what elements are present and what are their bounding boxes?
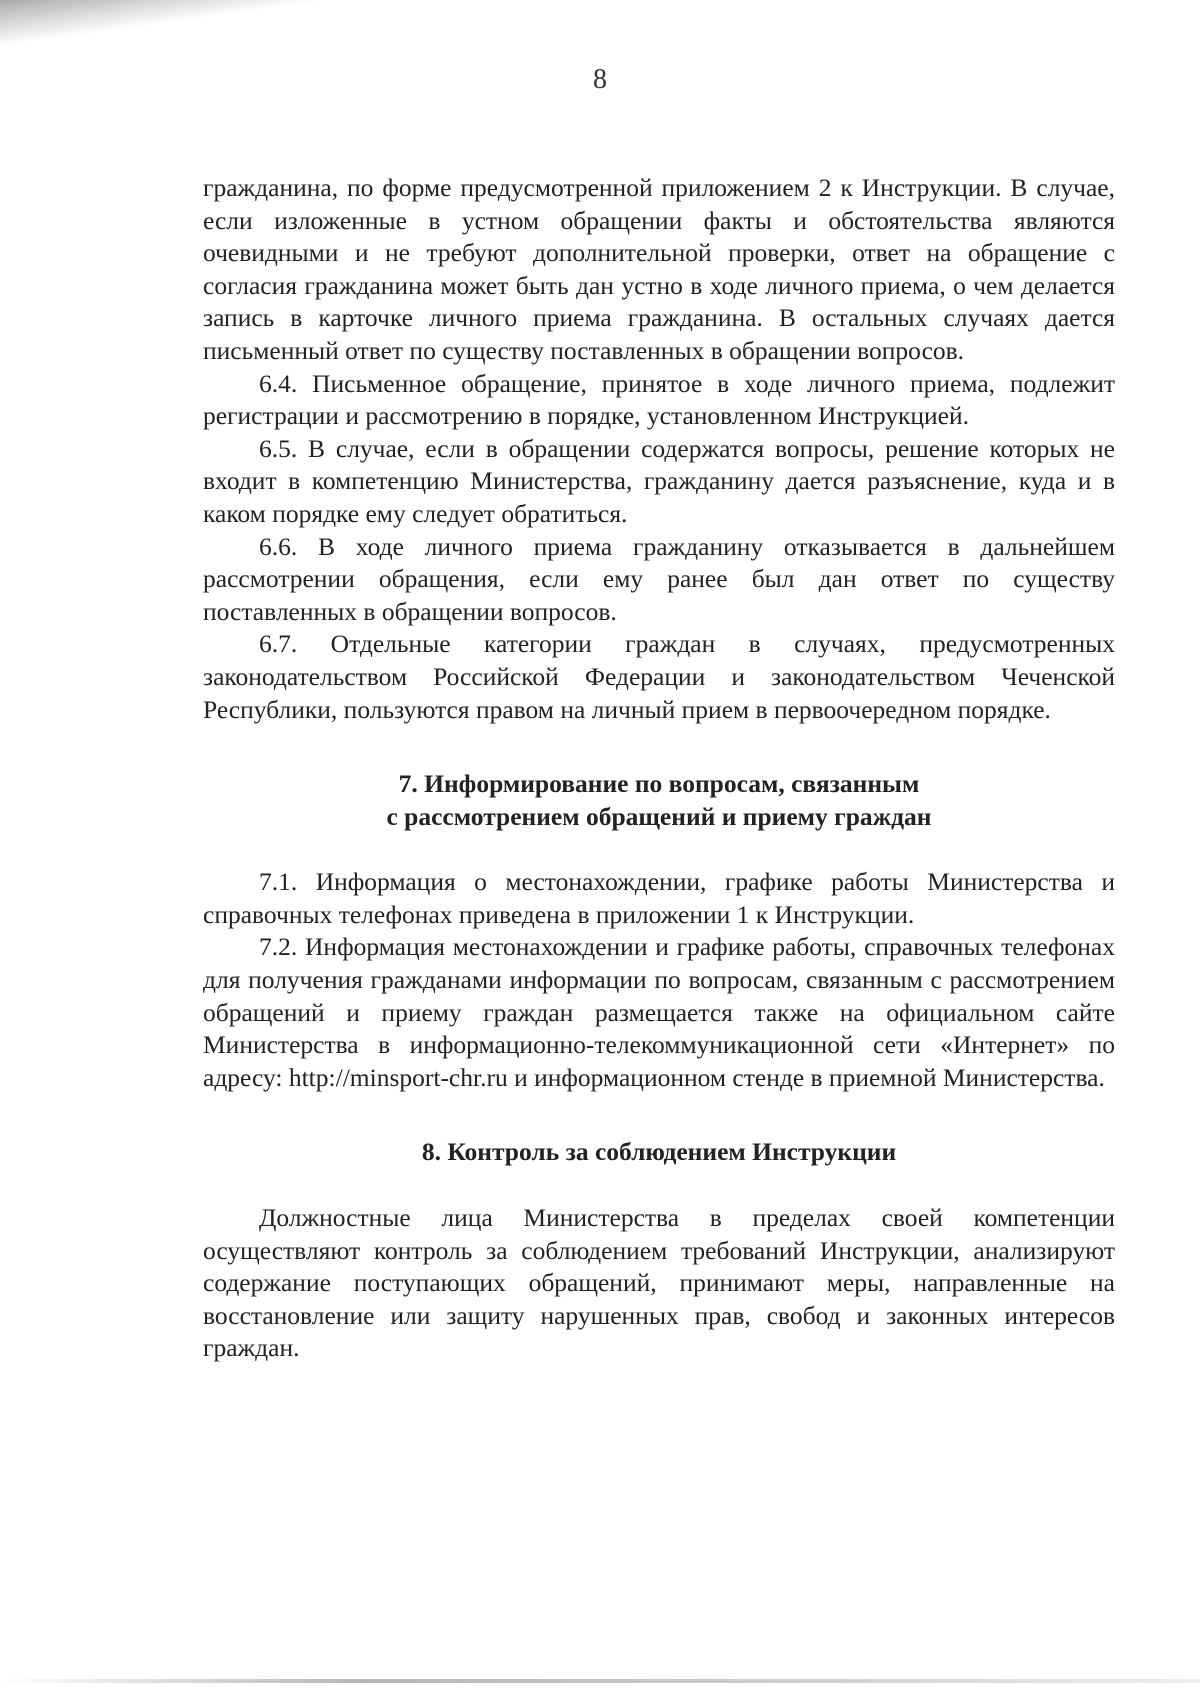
paragraph-6-7: 6.7. Отдельные категории граждан в случаях, предусмотренных законодательством Российской Федерации и законодательством Чеченской Республики, пользуются правом на личный прием в первоочередном порядке. — [203, 629, 1115, 724]
paragraph-8: Должностные лица Министерства в пределах своей компетенции осуществляют контроль за соблюдением требований Инструкции, анализируют содержание поступающих обращений, принимают меры, направленные на восстановление или защиту нарушенных прав, свобод и законных интересов граждан. — [203, 1203, 1115, 1363]
section-7-heading-line-2: с рассмотрением обращений и приему граждан — [386, 801, 932, 831]
paragraph-7-2: 7.2. Информация местонахождении и графике работы, справочных телефонах для получения гражданами информации по вопросам, связанным с рассмотрением обращений и приему граждан размещается также на официальном сайте Министерства в информационно-телекоммуникационной сети «Интернет» по адресу: http://minsport-chr.ru и информационном стенде в приемной Министерства. — [203, 932, 1115, 1092]
intro-paragraph: гражданина, по форме предусмотренной приложением 2 к Инструкции. В случае, если изложенные в устном обращении факты и обстоятельства являются очевидными и не требуют дополнительной проверки, ответ на обращение с согласия гражданина может быть дан устно в ходе личного приема, о чем делается запись в карточке личного приема гражданина. В остальных случаях дается письменный ответ по существу поставленных в обращении вопросов. — [203, 173, 1115, 365]
paragraph-6-4: 6.4. Письменное обращение, принятое в ходе личного приема, подлежит регистрации и рассмотрению в порядке, установленном Инструкцией. — [203, 368, 1115, 431]
document-body — [203, 172, 1115, 1365]
scan-shadow-corner — [0, 0, 360, 60]
scan-shadow-bottom — [0, 1679, 1200, 1683]
paragraph-7-1: 7.1. Информация о местонахождении, графике работы Министерства и справочных телефонах приведена в приложении 1 к Инструкции. — [203, 867, 1115, 929]
page-number: 8 — [593, 64, 607, 95]
section-8-heading: 8. Контроль за соблюдением Инструкции — [421, 1137, 897, 1167]
paragraph-6-5: 6.5. В случае, если в обращении содержатся вопросы, решение которых не входит в компетенцию Министерства, гражданину дается разъяснение, куда и в каком порядке ему следует обратиться. — [203, 433, 1115, 528]
section-7-heading-line-1: 7. Информирование по вопросам, связанным — [398, 769, 920, 799]
paragraph-6-6: 6.6. В ходе личного приема гражданину отказывается в дальнейшем рассмотрении обращения, если ему ранее был дан ответ по существу поставленных в обращении вопросов. — [203, 531, 1115, 626]
section-7-heading — [203, 768, 1115, 833]
